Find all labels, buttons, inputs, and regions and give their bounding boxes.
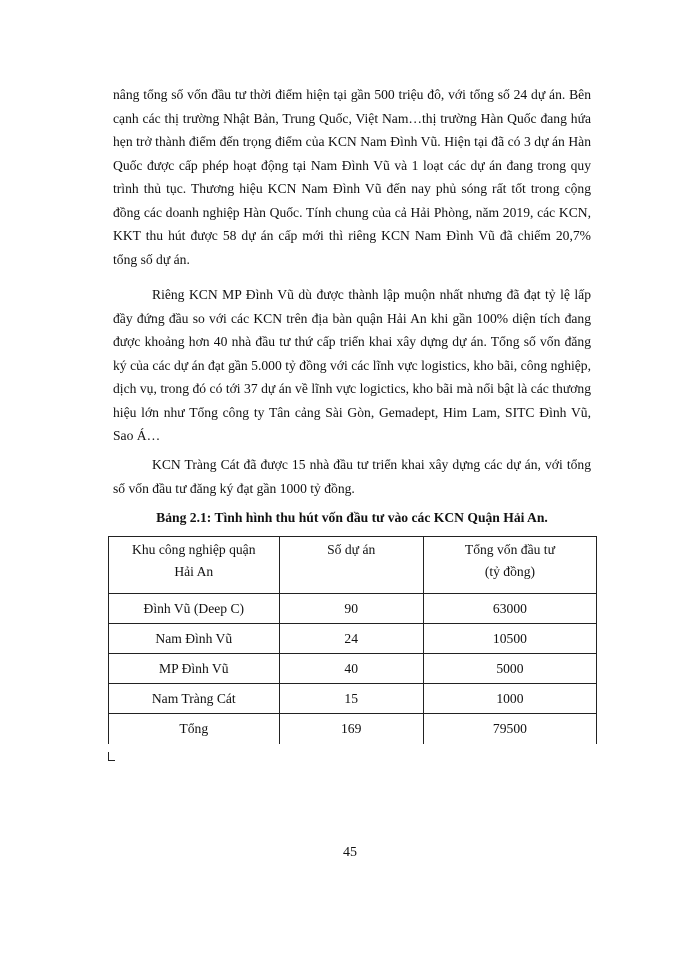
header-total-capital-line2: (tỷ đồng) (484, 564, 536, 579)
cell-capital: 63000 (423, 594, 596, 624)
header-total-capital-line1: Tổng vốn đầu tư (464, 542, 555, 557)
cell-zone: Tổng (109, 714, 280, 745)
cell-zone: Nam Tràng Cát (109, 684, 280, 714)
table-row (109, 684, 597, 714)
header-industrial-zone-line1: Khu công nghiệp quận (132, 542, 256, 557)
table-corner-mark (108, 752, 115, 761)
paragraph-1: nâng tổng số vốn đầu tư thời điểm hiện tại gần 500 triệu đô, với tổng số 24 dự án. Bên cạnh các thị trường Nhật Bản, Trung Quốc, Việt Nam…thị trường Hàn Quốc đang hứa hẹn trở thành điểm đến trọng điểm của KCN Nam Đình Vũ. Hiện tại đã có 3 dự án Hàn Quốc được cấp phép hoạt động tại Nam Đình Vũ và 1 loạt các dự án đang trong quy trình thủ tục. Thương hiệu KCN Nam Đình Vũ đến nay phủ sóng rất tốt trong cộng đồng các doanh nghiệp Hàn Quốc. Tính chung của cả Hải Phòng, năm 2019, các KCN, KKT thu hút được 58 dự án cấp mới thì riêng KCN Nam Đình Vũ đã chiếm 20,7% tổng số dự án. (113, 87, 591, 267)
table-total-row (109, 714, 597, 745)
investment-table (108, 536, 597, 744)
paragraph-2: Riêng KCN MP Đình Vũ dù được thành lập muộn nhất nhưng đã đạt tỷ lệ lấp đầy đứng đầu so với các KCN trên địa bàn quận Hải An khi gần 100% diện tích đang được khoảng hơn 40 nhà đầu tư thứ cấp triển khai xây dựng dự án. Tổng số vốn đăng ký của các dự án đạt gần 5.000 tỷ đồng với các lĩnh vực logistics, kho bãi, công nghiệp, dịch vụ, trong đó có tới 37 dự án về lĩnh vực logictics, kho bãi mà nổi bật là các thương hiệu lớn như Tổng công ty Tân cảng Sài Gòn, Gemadept, Him Lam, SITC Đình Vũ, Sao Á… (113, 287, 591, 443)
cell-projects: 40 (279, 654, 423, 684)
paragraph-3: KCN Tràng Cát đã được 15 nhà đầu tư triển khai xây dựng các dự án, với tổng số vốn đầu tư đăng ký đạt gần 1000 tỷ đồng. (113, 457, 591, 496)
cell-projects: 169 (279, 714, 423, 745)
header-total-capital (423, 537, 596, 594)
table-row (109, 594, 597, 624)
cell-zone: MP Đình Vũ (109, 654, 280, 684)
page-number: 45 (343, 845, 357, 860)
cell-capital: 79500 (423, 714, 596, 745)
table-header-row (109, 537, 597, 594)
header-industrial-zone-line2: Hải An (174, 564, 214, 579)
cell-projects: 24 (279, 624, 423, 654)
cell-capital: 5000 (423, 654, 596, 684)
cell-capital: 10500 (423, 624, 596, 654)
cell-projects: 15 (279, 684, 423, 714)
header-project-count: Số dự án (279, 537, 423, 594)
cell-projects: 90 (279, 594, 423, 624)
table-row (109, 654, 597, 684)
table-caption: Bảng 2.1: Tình hình thu hút vốn đầu tư vào các KCN Quận Hải An. (156, 510, 548, 525)
cell-capital: 1000 (423, 684, 596, 714)
header-industrial-zone (109, 537, 280, 594)
table-row (109, 624, 597, 654)
cell-zone: Nam Đình Vũ (109, 624, 280, 654)
cell-zone: Đình Vũ (Deep C) (109, 594, 280, 624)
